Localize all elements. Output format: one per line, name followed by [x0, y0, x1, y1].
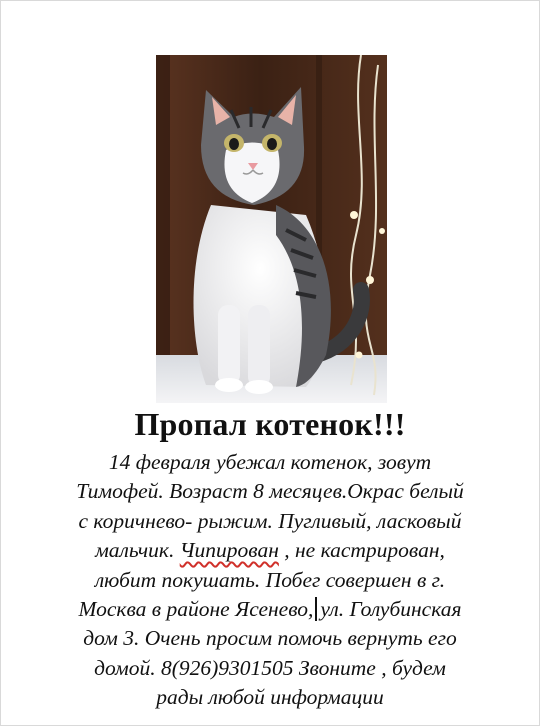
- text-line-4-start: мальчик.: [95, 538, 180, 563]
- spellcheck-marked-word[interactable]: Чипирован: [179, 538, 279, 563]
- text-line-2: Тимофей. Возраст 8 месяцев.Окрас белый: [76, 479, 464, 504]
- text-line-1: 14 февраля убежал котенок, зовут: [108, 450, 432, 474]
- text-line-6: [40, 595, 500, 624]
- cat-illustration: [156, 55, 387, 403]
- text-line-7: дом 3. Очень просим помочь вернуть его: [83, 626, 457, 651]
- text-line-6-start: Москва в районе Ясенево,: [78, 597, 314, 622]
- cat-photo: [156, 55, 387, 403]
- text-cursor: [315, 597, 317, 621]
- text-line-6-end: ул. Голубинская: [320, 597, 462, 622]
- page-title: Пропал котенок!!!: [134, 406, 406, 442]
- announcement-text: [40, 448, 500, 713]
- text-line-8: домой. 8(926)9301505 Звоните , будем: [94, 655, 446, 680]
- text-line-5: любит покушать. Побег совершен в г.: [94, 567, 446, 592]
- text-line-4: [40, 536, 500, 565]
- text-line-9: рады любой информации: [156, 685, 384, 710]
- text-line-4-end: , не кастрирован,: [278, 538, 445, 563]
- text-line-3: с коричнево- рыжим. Пугливый, ласковый: [78, 508, 462, 533]
